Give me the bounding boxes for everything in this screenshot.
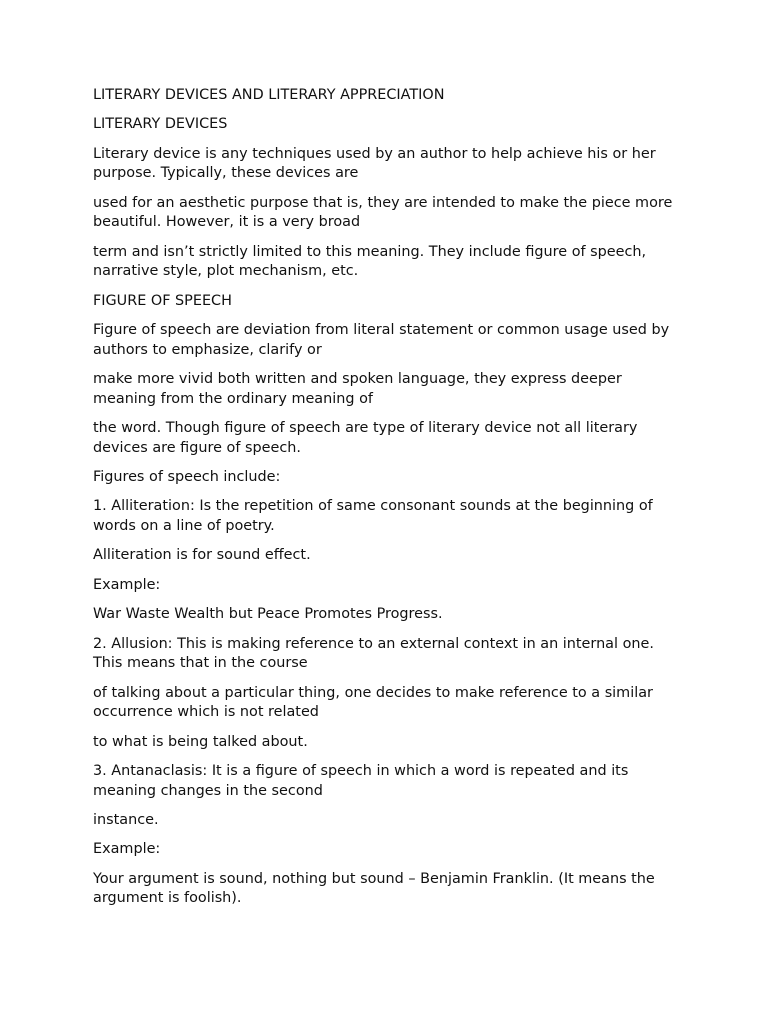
section-heading-literary-devices: LITERARY DEVICES — [93, 116, 228, 133]
list-item-antanaclasis: 3. Antanaclasis: It is a figure of speech in which a word is repeated and its meaning changes in the second — [93, 762, 629, 799]
example-label: Example: — [93, 576, 161, 593]
paragraph: Figure of speech are deviation from literal statement or common usage used by authors to emphasize, clarify or — [93, 322, 670, 358]
paragraph: Literary device is any techniques used by an author to help achieve his or her purpose. Typically, these devices are — [93, 145, 656, 182]
paragraph: to what is being talked about. — [93, 733, 308, 750]
paragraph: of talking about a particular thing, one decides to make reference to a similar occurrence which is not related — [93, 684, 653, 721]
paragraph: make more vivid both written and spoken language, they express deeper meaning from the ordinary meaning of — [93, 371, 622, 407]
paragraph: Alliteration is for sound effect. — [93, 547, 311, 564]
example-text: War Waste Wealth but Peace Promotes Progress. — [93, 606, 443, 623]
document-title: LITERARY DEVICES AND LITERARY APPRECIATION — [93, 87, 445, 103]
paragraph: instance. — [93, 811, 159, 828]
paragraph: used for an aesthetic purpose that is, they are intended to make the piece more beautiful. However, it is a very broad — [93, 194, 673, 231]
paragraph: Figures of speech include: — [93, 469, 281, 486]
list-item-alliteration: 1. Alliteration: Is the repetition of same consonant sounds at the beginning of words on a line of poetry. — [93, 498, 653, 535]
list-item-allusion: 2. Allusion: This is making reference to an external context in an internal one. This means that in the course — [93, 635, 654, 672]
section-heading-figure-of-speech: FIGURE OF SPEECH — [93, 292, 232, 309]
example-text: Your argument is sound, nothing but sound – Benjamin Franklin. (It means the argument is foolish). — [93, 870, 655, 907]
paragraph: term and isn’t strictly limited to this meaning. They include figure of speech, narrative style, plot mechanism, etc. — [93, 243, 647, 280]
example-label: Example: — [93, 841, 161, 858]
document-body — [93, 86, 683, 919]
paragraph: the word. Though figure of speech are type of literary device not all literary devices are figure of speech. — [93, 420, 638, 456]
